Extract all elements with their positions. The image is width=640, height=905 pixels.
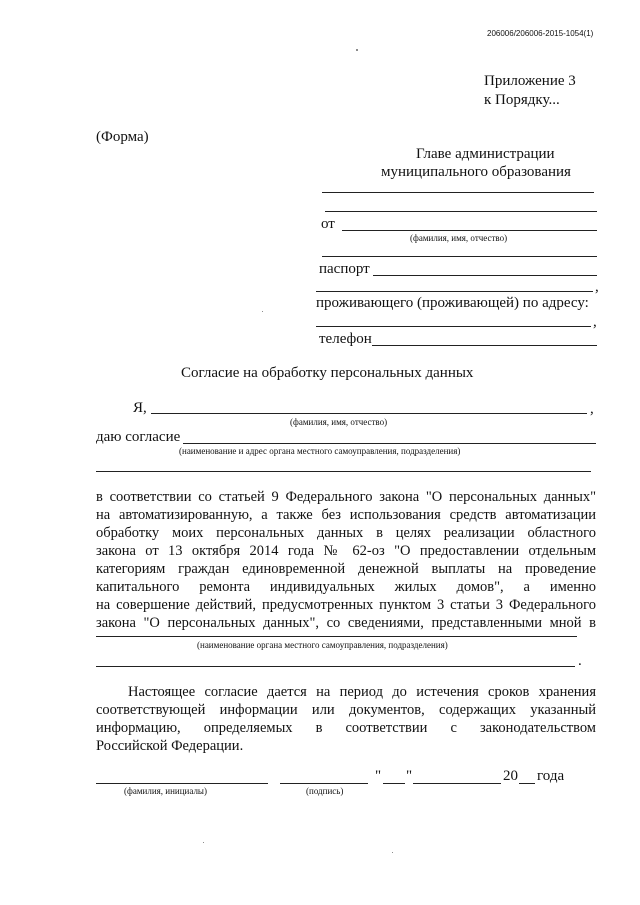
date-year-line: [519, 783, 535, 784]
addressee-line-2: муниципального образования: [381, 164, 571, 180]
passport-label: паспорт: [319, 261, 370, 277]
ya-label: Я,: [133, 400, 147, 416]
period-line: Настоящее согласие дается на период до истечения сроков хранения: [128, 684, 596, 700]
passport-line: [373, 275, 597, 276]
date-year-suffix: года: [537, 768, 565, 784]
phone-label: телефон: [319, 331, 372, 347]
sig-fio-line: [96, 783, 268, 784]
consent-extra-line: [96, 471, 591, 472]
consent-org-line: [183, 443, 596, 444]
from-fio-hint: (фамилия, имя, отчество): [410, 233, 508, 243]
form-label: (Форма): [96, 129, 149, 145]
appendix-line-2: к Порядку...: [484, 92, 560, 108]
scan-speck: [356, 49, 358, 51]
scan-speck: [203, 842, 204, 843]
consent-label: даю согласие: [96, 429, 181, 445]
org-name-hint: (наименование органа местного самоуправления, подразделения): [197, 640, 448, 650]
addressee-blank-line-2: [325, 211, 597, 212]
addressee-line-1: Главе администрации: [416, 146, 555, 162]
period-line: соответствующей информации или документов, содержащих указанный: [96, 702, 596, 718]
from-label: от: [321, 216, 335, 232]
body-paragraph: [96, 488, 596, 632]
from-blank-line: [322, 256, 597, 257]
body-line: закона "О персональных данных", со сведениями, представленными мной в: [96, 615, 596, 631]
body-line: капитального ремонта индивидуальных жилых домов", а именно: [96, 579, 596, 595]
org-name-period: .: [578, 653, 582, 669]
ya-comma: ,: [590, 401, 594, 417]
passport-comma: ,: [595, 279, 599, 295]
scan-speck: [262, 311, 263, 312]
from-fio-line: [342, 230, 597, 231]
addressee-blank-line-1: [322, 192, 594, 193]
date-quote-close: ": [406, 768, 413, 784]
body-line: закона от 13 октября 2014 года № 62-оз "О предоставлении отдельным: [96, 543, 596, 559]
sig-fio-hint: (фамилия, инициалы): [124, 786, 207, 796]
phone-line: [372, 345, 597, 346]
address-comma: ,: [593, 314, 597, 330]
appendix-line-1: Приложение 3: [484, 73, 576, 89]
ya-fio-line: [151, 413, 587, 414]
signature-hint: (подпись): [306, 786, 344, 796]
document-title: Согласие на обработку персональных данных: [181, 365, 474, 381]
body-line: на совершение действий, предусмотренных пунктом 3 статьи 3 Федерального: [96, 597, 596, 613]
period-paragraph: [96, 683, 596, 755]
signature-line: [280, 783, 368, 784]
scan-speck: [392, 852, 393, 853]
body-line: в соответствии со статьей 9 Федерального закона "О персональных данных": [96, 489, 596, 505]
period-line: информацию, определяемых в соответствии с законодательством: [96, 720, 596, 736]
address-line: [316, 326, 591, 327]
period-line: Российской Федерации.: [96, 738, 244, 754]
date-year-prefix: 20: [503, 768, 518, 784]
consent-org-hint: (наименование и адрес органа местного самоуправления, подразделения): [179, 446, 461, 456]
body-line: на автоматизированную, а также без использования средств автоматизации: [96, 507, 596, 523]
document-code: 206006/206006-2015-1054(1): [487, 29, 594, 38]
ya-fio-hint: (фамилия, имя, отчество): [290, 417, 388, 427]
body-line: категориям граждан единовременной денежной выплаты на проведение: [96, 561, 596, 577]
body-line: обработку моих персональных данных в целях реализации областного: [96, 525, 596, 541]
passport-extra-line: [316, 291, 593, 292]
date-month-line: [413, 783, 501, 784]
date-quote-open: ": [375, 768, 382, 784]
org-name-extra-line: [96, 666, 575, 667]
org-name-line: [96, 636, 577, 637]
date-day-line: [383, 783, 405, 784]
residing-label: проживающего (проживающей) по адресу:: [316, 295, 589, 311]
